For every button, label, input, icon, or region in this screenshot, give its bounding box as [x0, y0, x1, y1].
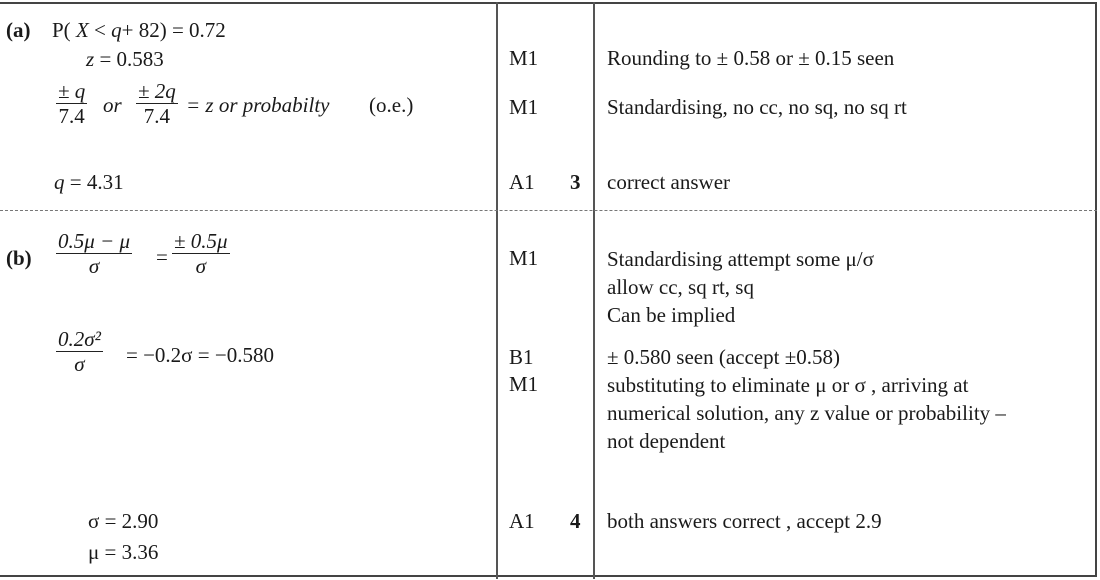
mark-code: B1	[509, 345, 534, 369]
part-a-answer: q = 4.31	[54, 170, 124, 194]
part-b-label: (b)	[6, 246, 32, 270]
part-a-oe: (o.e.)	[369, 93, 414, 117]
part-b-mu-answer: μ = 3.36	[88, 540, 159, 564]
part-a-fraction-1: $\frac{\pm q}{7.4}$	[58, 79, 86, 128]
part-divider	[0, 210, 1097, 211]
part-a-or: or	[103, 93, 122, 117]
part-a-standardising-equation: = z or probabilty	[186, 93, 330, 117]
mark-note: Rounding to ± 0.58 or ± 0.15 seen	[607, 46, 895, 70]
part-b-sigma-answer: σ = 2.90	[88, 509, 159, 533]
part-a-fraction-2: $\frac{\pm 2q}{7.4}$	[138, 79, 176, 128]
mark-note: Standardising, no cc, no sq, no sq rt	[607, 95, 907, 119]
mark-total: 4	[570, 509, 581, 533]
mark-code: M1	[509, 46, 539, 70]
mark-note: ± 0.580 seen (accept ±0.58)	[607, 345, 840, 369]
part-b-fraction-2: $\frac{\pm 0.5\mu}{\sigma}$	[174, 229, 228, 278]
part-b-equals: =	[156, 245, 168, 269]
column-divider-notes	[593, 2, 595, 579]
mark-code: A1	[509, 170, 535, 194]
part-a-label: (a)	[6, 18, 31, 42]
mark-code: M1	[509, 246, 539, 270]
part-a-probability-statement: P( X < q+ 82) = 0.72	[52, 18, 226, 42]
mark-code: A1	[509, 509, 535, 533]
part-b-equation-2: = −0.2σ = −0.580	[126, 343, 274, 367]
column-divider-marks	[496, 2, 498, 579]
part-a-z-value: z = 0.583	[86, 47, 164, 71]
mark-note: substituting to eliminate μ or σ , arriving at numerical solution, any z value or probability – not dependent	[607, 373, 1006, 453]
mark-note: Standardising attempt some μ/σ allow cc, sq rt, sq Can be implied	[607, 247, 874, 327]
part-b-fraction-1: $\frac{0.5\mu - \mu}{\sigma}$	[58, 229, 131, 278]
mark-total: 3	[570, 170, 581, 194]
mark-code: M1	[509, 95, 539, 119]
part-b-fraction-3: $\frac{\text{0.2σ²}}{\sigma}$	[58, 327, 101, 376]
mark-note: correct answer	[607, 170, 731, 194]
mark-code: M1	[509, 372, 539, 396]
mark-note: both answers correct , accept 2.9	[607, 509, 882, 533]
